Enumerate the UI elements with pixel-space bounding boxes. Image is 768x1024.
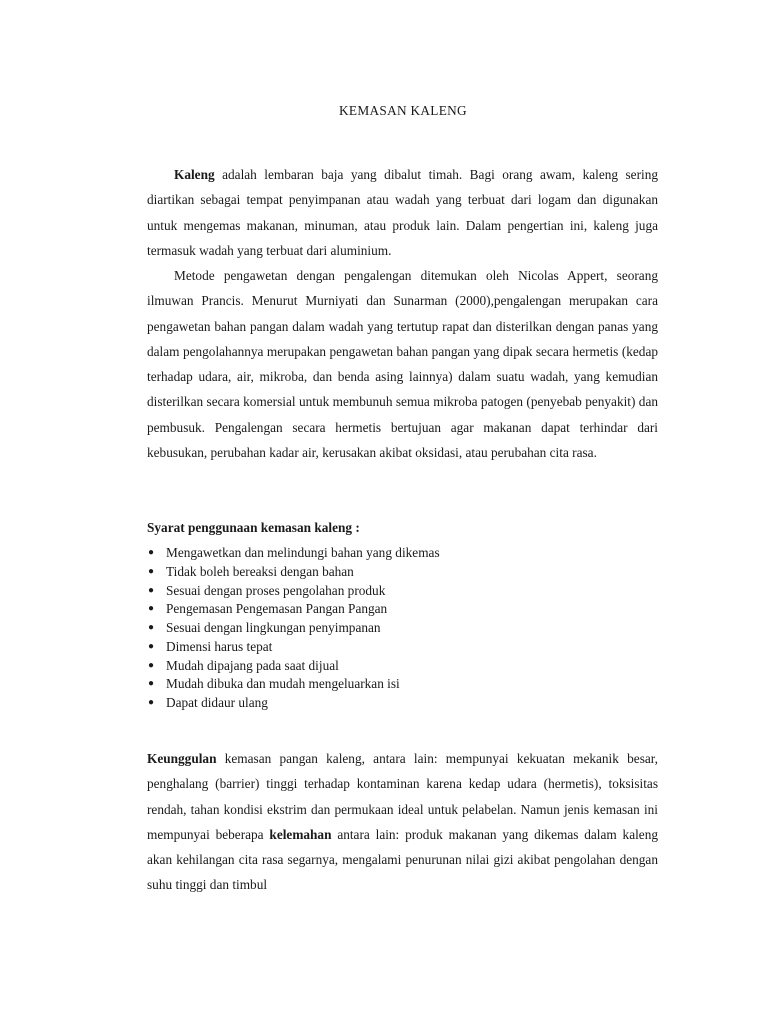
requirement-item [147,694,658,713]
requirement-item [147,657,658,676]
requirement-text: Dapat didaur ulang [166,695,268,710]
advantages-text-after: antara lain: produk makanan yang dikemas dalam kaleng akan kehilangan cita rasa segarnya, mengalami penurunan nilai gizi akibat pengolahan dengan suhu tinggi dan timbul [147,826,658,893]
requirement-text: Tidak boleh bereaksi dengan bahan [166,563,354,579]
requirements-list [147,544,658,713]
method-paragraph: Metode pengawetan dengan pengalengan ditemukan oleh Nicolas Appert, seorang ilmuwan Prancis. Menurut Murniyati dan Sunarman (2000),pengalengan merupakan cara pengawetan bahan pangan dalam wadah yang tertutup rapat dan disterilkan dengan panas yang dalam pengolahannya merupakan pengawetan bahan pangan yang dipak secara hermetis (kedap terhadap udara, air, mikroba, dan benda asing lainnya) dalam suatu wadah, yang kemudian disterilkan secara komersial untuk membunuh semua mikroba patogen (penyebab penyakit) dan pembusuk. Pengalengan secara hermetis bertujuan agar makanan dapat terhindar dari kebusukan, perubahan kadar air, kerusakan akibat oksidasi, atau perubahan cita rasa. [147,268,658,461]
page-title: KEMASAN KALENG [339,103,467,118]
bullet-icon: ● [147,678,155,690]
requirement-item [147,600,658,619]
bullet-icon: ● [147,697,155,708]
bullet-icon: ● [147,584,155,596]
requirement-text: Sesuai dengan lingkungan penyimpanan [166,620,381,635]
requirements-heading: Syarat penggunaan kemasan kaleng : [147,520,360,535]
advantages-term: Keunggulan [147,751,217,766]
bullet-icon: ● [147,565,155,577]
intro-paragraph [147,162,658,263]
requirement-text: Dimensi harus tepat [166,638,273,654]
requirement-text: Mudah dipajang pada saat dijual [166,657,339,673]
requirement-item [147,638,658,657]
bullet-icon: ● [147,622,155,633]
requirement-item [147,619,658,638]
requirement-text: Pengemasan Pengemasan Pangan Pangan [166,601,388,617]
requirement-item [147,544,658,563]
requirement-text: Mudah dibuka dan mudah mengeluarkan isi [166,676,400,692]
requirement-item [147,582,658,601]
requirement-item [147,675,658,694]
bullet-icon: ● [147,659,155,671]
advantages-text-before: kemasan pangan kaleng, antara lain: mempunyai kekuatan mekanik besar, penghalang (barrier) tinggi terhadap kontaminan karena kedap udara (hermetis), toksisitas rendah, tahan kondisi ekstrim dan permukaan ideal untuk pelabelan. Namun jenis kemasan ini mempunyai beberapa [147,751,658,842]
bullet-icon: ● [147,640,155,652]
disadvantages-term: kelemahan [269,826,332,842]
requirement-item [147,563,658,582]
advantages-paragraph [147,746,658,898]
bullet-icon: ● [147,603,155,615]
intro-text: adalah lembaran baja yang dibalut timah. Bagi orang awam, kaleng sering diartikan sebagai tempat penyimpanan atau wadah yang terbuat dari logam dan digunakan untuk mengemas makanan, minuman, atau produk lain. Dalam pengertian ini, kaleng juga termasuk wadah yang terbuat dari aluminium. [147,167,658,258]
bullet-icon: ● [147,547,155,558]
intro-term: Kaleng [174,167,215,182]
requirement-text: Sesuai dengan proses pengolahan produk [166,582,386,598]
requirement-text: Mengawetkan dan melindungi bahan yang dikemas [166,545,440,560]
